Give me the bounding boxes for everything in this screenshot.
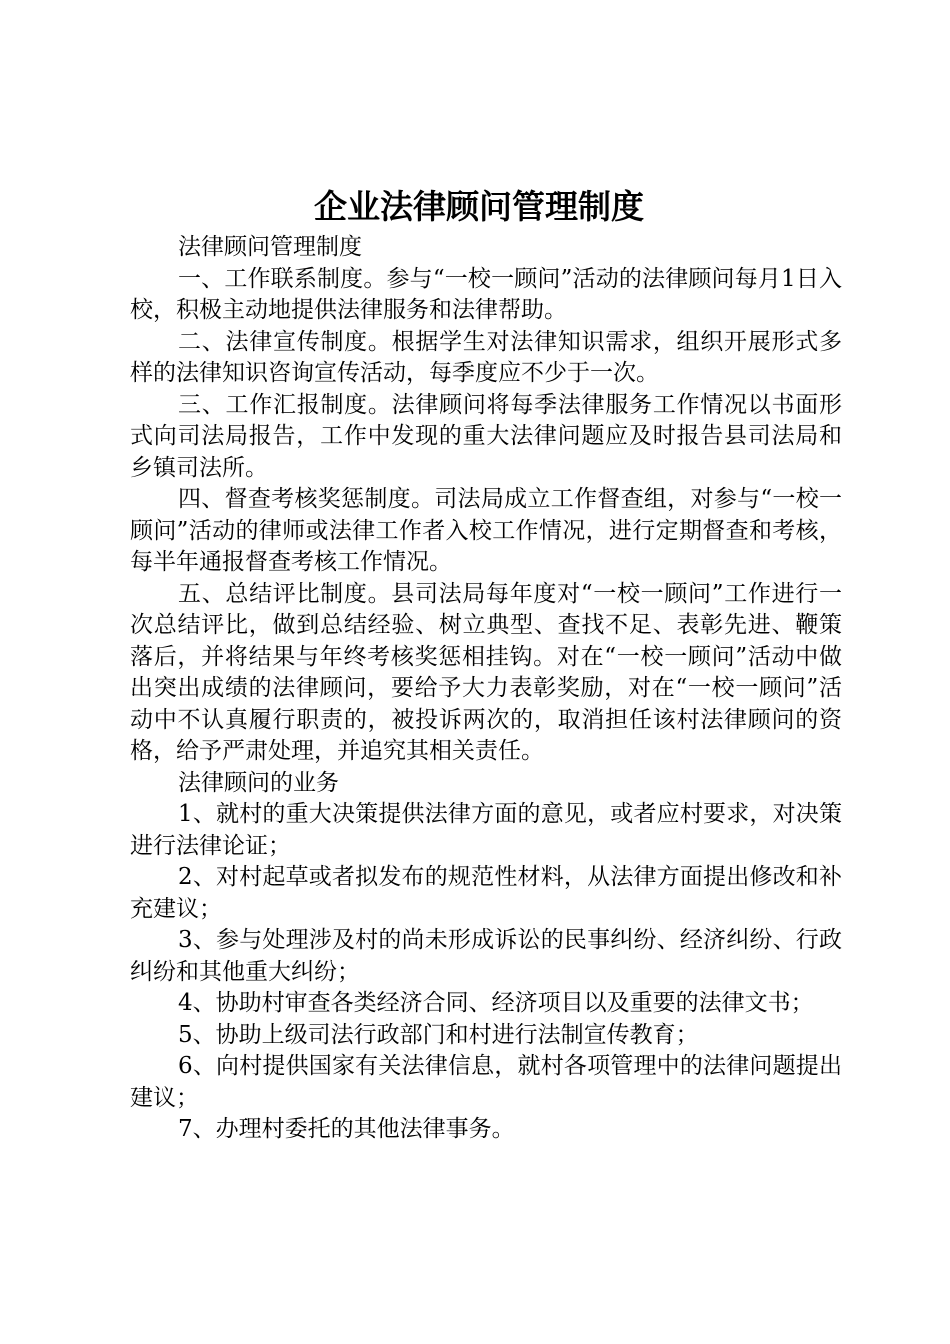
paragraph-item-4: 四、督查考核奖惩制度。司法局成立工作督查组，对参与“一校一顾问”活动的律师或法律工作者入校工作情况，进行定期督查和考核，每半年通报督查考核工作情况。 [130, 486, 842, 575]
duty-item-7: 7、办理村委托的其他法律事务。 [178, 1116, 515, 1142]
paragraph-item-5: 五、总结评比制度。县司法局每年度对“一校一顾问”工作进行一次总结评比，做到总结经验、树立典型、查找不足、表彰先进、鞭策落后，并将结果与年终考核奖惩相挂钩。对在“一校一顾问”活动中做出突出成绩的法律顾问，要给予大力表彰奖励，对在“一校一顾问”活动中不认真履行职责的，被投诉两次的，取消担任该村法律顾问的资格，给予严肃处理，并追究其相关责任。 [130, 580, 842, 764]
paragraph-item-3: 三、工作汇报制度。法律顾问将每季法律服务工作情况以书面形式向司法局报告，工作中发现的重大法律问题应及时报告县司法局和乡镇司法所。 [130, 391, 842, 481]
paragraph-item-1: 一、工作联系制度。参与“一校一顾问”活动的法律顾问每月1日入校，积极主动地提供法律服务和法律帮助。 [130, 265, 842, 323]
duty-item-1: 1、就村的重大决策提供法律方面的意见，或者应村要求，对决策进行法律论证； [130, 801, 842, 859]
duty-item-6: 6、向村提供国家有关法律信息，就村各项管理中的法律问题提出建议； [130, 1053, 842, 1111]
paragraph-item-2: 二、法律宣传制度。根据学生对法律知识需求，组织开展形式多样的法律知识咨询宣传活动，每季度应不少于一次。 [130, 328, 842, 386]
paragraph-section-heading: 法律顾问的业务 [178, 769, 339, 796]
duty-item-3: 3、参与处理涉及村的尚未形成诉讼的民事纠纷、经济纠纷、行政纠纷和其他重大纠纷； [130, 927, 842, 985]
duty-item-4: 4、协助村审查各类经济合同、经济项目以及重要的法律文书； [178, 990, 814, 1016]
document-title: 企业法律顾问管理制度 [314, 187, 644, 226]
duty-item-5: 5、协助上级司法行政部门和村进行法制宣传教育； [178, 1021, 699, 1048]
paragraph-subtitle: 法律顾问管理制度 [178, 234, 362, 260]
duty-item-2: 2、对村起草或者拟发布的规范性材料，从法律方面提出修改和补充建议； [130, 864, 842, 922]
document-body [130, 232, 842, 1146]
